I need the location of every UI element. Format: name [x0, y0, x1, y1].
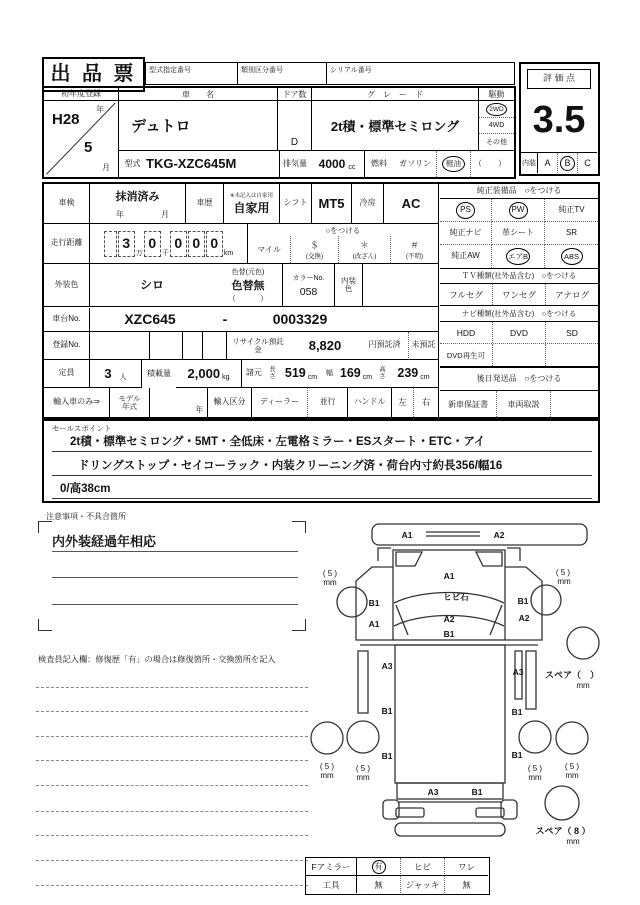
tread-unit-label: mm	[323, 578, 337, 587]
mark-symbol: ＄	[310, 240, 319, 250]
tread-depth-label: ( 5 )	[527, 764, 543, 773]
diagram-label: A1	[443, 571, 455, 581]
car-name-value: デュトロ	[131, 118, 191, 135]
sales-points-header: セールスポイント	[52, 424, 112, 433]
write-in-line	[36, 860, 308, 861]
equipment-header: 純正装備品 ○をつける	[440, 184, 598, 199]
first-registration-cell	[44, 101, 119, 177]
diagram-label: B1	[443, 629, 455, 639]
interior-grade-row	[521, 152, 597, 173]
diagram-label: A3	[427, 787, 439, 797]
handle-label: ハンドル	[348, 388, 392, 417]
tread-depth-label: ( 5 )	[322, 569, 338, 578]
capacity-value: 3	[104, 365, 112, 381]
write-in-line	[36, 835, 308, 836]
height-cell	[389, 360, 438, 388]
page-title: 出 品 票	[42, 57, 145, 92]
drive-option-other: その他	[479, 133, 514, 150]
write-in-line	[36, 687, 308, 688]
selected-circle: エアB	[506, 248, 530, 265]
width-label: 幅	[323, 360, 336, 388]
write-in-line	[36, 785, 308, 786]
doors-column	[278, 88, 312, 150]
tread-unit-label: mm	[576, 681, 590, 690]
width-unit: cm	[362, 373, 373, 381]
height-value: 239	[397, 365, 419, 380]
history-cell	[224, 184, 280, 224]
drive-option-2wd	[479, 101, 514, 117]
sales-line-2: ドリングストップ・セイコーラック・内装クリーニング済・荷台内寸約長356/幅16	[52, 454, 592, 476]
capacity-cell	[90, 360, 142, 388]
score-box	[519, 62, 600, 176]
write-in-line	[36, 736, 308, 737]
ship-blank	[550, 391, 598, 417]
first-reg-year: H28	[52, 111, 80, 128]
displacement-label: 排気量	[283, 158, 307, 168]
selected-circle: B	[560, 156, 575, 171]
shift-value: MT5	[312, 184, 352, 224]
diagram-label: B1	[517, 596, 529, 606]
ship-manual: 車両取説	[496, 391, 550, 417]
width-cell	[336, 360, 376, 388]
color-change-header: 色替(元色)	[231, 268, 265, 276]
selected-circle: ABS	[561, 248, 583, 265]
unit-man: 万	[135, 249, 143, 257]
mark-mile: マイル	[257, 245, 281, 254]
field-model-designation-no	[145, 62, 238, 85]
cond-r2c4: 無	[462, 879, 471, 890]
model-year-label: モデル年式	[110, 388, 150, 417]
regno-blank-1	[90, 332, 150, 360]
model-year-cell: 年	[150, 388, 208, 417]
chassis-dash: -	[222, 311, 228, 328]
interior-color-label: 内装色	[335, 264, 363, 307]
cond-r1c4: ワレ	[445, 858, 488, 876]
navi-blank-2	[545, 344, 598, 366]
field-serial-no	[326, 62, 515, 85]
displacement-value: 4000	[318, 156, 346, 171]
tv-oneseg: ワンセグ	[492, 284, 545, 305]
bracket-corner	[38, 521, 52, 533]
recycle-label: リサイクル預託金	[227, 332, 289, 360]
selected-circle: PW	[509, 202, 528, 219]
note-rule	[52, 551, 298, 552]
regno-blank-3	[183, 332, 203, 360]
fuel-paren: （ ）	[470, 151, 513, 177]
import-label: 輸入車のみ⇒	[44, 388, 110, 417]
cond-r1c1: Fアミラー	[306, 858, 357, 876]
regno-label: 登録No.	[44, 332, 90, 360]
note-rule	[52, 577, 298, 578]
diagram-label: B1	[381, 751, 393, 761]
load-label: 積載量	[147, 368, 171, 378]
handle-left: 左	[392, 388, 414, 417]
shaken-year-unit: 年	[116, 210, 124, 219]
write-in-line	[36, 885, 308, 886]
navi-sd: SD	[545, 322, 598, 343]
write-in-line	[36, 811, 308, 812]
interior-grade-c: C	[577, 153, 597, 173]
color-no-value: 058	[299, 285, 318, 298]
sales-line-3: 0/高38cm	[52, 478, 592, 499]
first-registration-header: 初年度登録	[44, 88, 119, 101]
length-label: 長さ	[266, 360, 279, 388]
cond-r2c3: ジャッキ	[401, 876, 445, 893]
equip-aw: 純正AW	[440, 245, 492, 268]
mark-unknown	[390, 236, 438, 263]
length-value: 519	[284, 365, 306, 380]
diagram-label: B1	[511, 707, 523, 717]
bracket-corner	[38, 619, 52, 631]
diagram-label: A1	[401, 530, 413, 540]
mark-note: (改ざん)	[352, 253, 377, 260]
column-divider	[438, 184, 439, 417]
tv-type-row	[440, 283, 598, 305]
interior-color-value	[363, 264, 438, 307]
model-value: TKG-XZC645M	[146, 151, 280, 177]
shipping-row	[440, 390, 598, 417]
displacement-unit: cc	[348, 163, 356, 171]
fuel-option-gasoline: ガソリン	[399, 158, 431, 168]
width-value: 169	[339, 365, 361, 380]
write-in-line	[36, 760, 308, 761]
field-label: 類別区分番号	[241, 67, 283, 74]
equip-airbag	[492, 245, 545, 268]
history-note: ※未記入は自家用	[229, 193, 274, 199]
marks-header: ○をつける	[325, 225, 361, 235]
navi-type-row2	[440, 343, 598, 366]
shift-label: シフト	[280, 184, 312, 224]
color-change-value: 色替無	[231, 279, 265, 292]
tread-unit-label: mm	[320, 771, 334, 780]
tread-depth-label: ( 5 )	[319, 762, 335, 771]
regno-blank-4	[203, 332, 227, 360]
digit-box: 3	[118, 231, 135, 257]
damage-diagram	[310, 505, 640, 865]
chassis-right: 0003329	[272, 311, 328, 328]
equip-navi: 純正ナビ	[440, 222, 492, 245]
car-name-column	[119, 88, 278, 150]
grade-value: 2t積・標準セミロング	[330, 119, 460, 134]
navi-blank-1	[492, 344, 545, 366]
field-class-division-no	[237, 62, 327, 85]
cond-r1c2	[357, 858, 401, 876]
field-label: シリアル番号	[330, 67, 372, 74]
color-change-paren: （ ）	[228, 293, 268, 303]
bracket-corner	[292, 619, 306, 631]
unit-km: km	[223, 249, 234, 257]
interior-grade-a: A	[544, 158, 551, 168]
color-label: 外装色	[44, 264, 90, 307]
shaken-month-unit: 月	[161, 210, 169, 219]
color-no-cell	[283, 264, 335, 307]
color-change-cell	[214, 264, 283, 307]
score-header: 評 価 点	[527, 69, 591, 89]
ac-label: 冷房	[352, 184, 384, 224]
mark-exchange	[290, 236, 338, 263]
ship-warranty: 新車保証書	[448, 399, 488, 409]
windshield-label: ヒビ石	[443, 592, 469, 602]
tread-depth-label: ( 5 )	[555, 568, 571, 577]
diagram-label: A1	[368, 619, 380, 629]
tread-unit-label: mm	[565, 771, 579, 780]
fuel-label: 燃料	[371, 158, 387, 168]
mileage-marks	[248, 224, 438, 264]
diagram-label: A2	[443, 614, 455, 624]
note-rule	[52, 604, 298, 605]
sales-line-1: 2t積・標準セミロング・5MT・全低床・左電格ミラー・ESスタート・ETC・アイ	[52, 431, 592, 452]
interior-label: 内装	[521, 153, 538, 173]
chassis-left: XZC645	[124, 311, 176, 328]
notes-content: 内外装経過年相応	[52, 534, 157, 549]
shaken-cell	[90, 184, 186, 224]
height-unit: cm	[420, 373, 430, 381]
doors-header: ドア数	[278, 88, 311, 101]
bracket-corner	[292, 521, 306, 533]
equip-ps	[440, 199, 492, 222]
import-parallel: 並行	[308, 388, 348, 417]
equip-pw	[492, 199, 545, 222]
tread-depth-label: ( 5 )	[564, 762, 580, 771]
field-label: 型式指定番号	[149, 67, 191, 74]
drive-header: 駆動	[479, 88, 514, 101]
navi-dvd-playable: DVD再生可	[446, 350, 486, 360]
shipping-header: 後日発送品 ○をつける	[440, 366, 598, 390]
tread-unit-label: mm	[557, 577, 571, 586]
history-value: 自家用	[233, 201, 270, 215]
mark-symbol: ＊	[360, 240, 369, 250]
handle-right: 右	[421, 397, 431, 408]
doors-value: D	[290, 137, 299, 148]
tread-depth-label: ( 5 )	[355, 764, 371, 773]
selected-circle: 軽油	[442, 156, 465, 172]
cond-r2c1: 工具	[306, 876, 357, 893]
mileage-digits	[90, 224, 248, 264]
tv-type-header: ＴＶ種類(社外品含む) ○をつける	[440, 268, 598, 283]
digit-box: 0	[144, 231, 161, 257]
shaken-label: 車検	[44, 184, 90, 224]
digit-box: 0	[206, 231, 223, 257]
grade-column	[312, 88, 479, 150]
length-cell	[279, 360, 323, 388]
navi-type-header: ナビ種類(社外品含む) ○をつける	[440, 305, 598, 321]
ac-value: AC	[384, 184, 438, 224]
import-dealer: ディーラー	[252, 388, 308, 417]
equip-tv: 純正TV	[545, 199, 598, 222]
notes-bracket-box	[38, 521, 306, 631]
notes-header: 注意事項・不具合箇所	[46, 512, 126, 521]
regno-blank-2	[150, 332, 183, 360]
condition-table	[305, 857, 490, 895]
navi-hdd: HDD	[456, 327, 476, 338]
spare-front-label: スペア（ ）	[544, 670, 600, 680]
recycle-paid: 円預託済	[361, 332, 408, 360]
mark-note: (不明)	[405, 253, 424, 260]
selected-circle: 2WD	[486, 103, 506, 116]
score-value: 3.5	[532, 98, 586, 141]
capacity-unit: 人	[119, 373, 127, 381]
chassis-label: 車台No.	[44, 308, 90, 331]
digit-box: 0	[188, 231, 205, 257]
length-unit: cm	[307, 373, 318, 381]
load-cell	[176, 360, 242, 388]
mark-symbol: ＃	[410, 240, 419, 250]
navi-dvd: DVD	[492, 322, 545, 343]
mileage-label: 走行距離	[44, 224, 90, 264]
recycle-unpaid: 未預託	[408, 332, 438, 360]
fuel-cell	[393, 151, 514, 177]
displacement-cell	[310, 151, 365, 177]
unit-sen: 千	[161, 249, 169, 257]
drive-column	[479, 88, 514, 150]
sales-points-box	[42, 419, 600, 503]
diagram-label: B1	[368, 598, 380, 608]
diagram-label: A2	[493, 530, 505, 540]
interior-grade-b	[557, 153, 577, 173]
first-reg-month-unit: 月	[102, 163, 110, 172]
mark-tampered	[338, 236, 390, 263]
spec-label: 諸元	[242, 360, 266, 388]
write-in-line	[36, 711, 308, 712]
equip-abs	[545, 245, 598, 268]
load-value: 2,000	[187, 365, 221, 381]
fuel-option-diesel	[436, 151, 470, 177]
digit-box	[104, 231, 117, 257]
equip-leather: 革シート	[492, 222, 545, 245]
diagram-label: B1	[471, 787, 483, 797]
capacity-label: 定員	[44, 360, 90, 388]
shaken-status: 抹消済み	[115, 191, 160, 203]
tv-fullseg: フルセグ	[449, 289, 483, 300]
diagram-label: A3	[381, 661, 393, 671]
first-reg-month: 5	[84, 139, 93, 156]
cond-r2c2: 無	[357, 876, 401, 893]
import-division-label: 輸入区分	[208, 388, 252, 417]
color-no-label: カラーNo.	[292, 274, 325, 282]
color-value: シロ	[90, 264, 214, 307]
model-label: 型式	[124, 158, 141, 168]
tread-unit-label: mm	[528, 773, 542, 782]
diagram-label: A2	[518, 613, 530, 623]
tread-unit-label: mm	[356, 773, 370, 782]
grade-header: グ レ ー ド	[312, 88, 478, 101]
tread-unit-label: mm	[566, 837, 580, 846]
load-unit: kg	[222, 373, 230, 381]
equip-sr: SR	[545, 222, 598, 245]
digit-box: 0	[170, 231, 187, 257]
inspector-note: 検査員記入欄：修復歴「有」の場合は修復箇所・交換箇所を記入	[38, 655, 276, 664]
navi-type-row1	[440, 321, 598, 343]
selected-circle: 有	[372, 860, 386, 874]
diagram-label: B1	[381, 706, 393, 716]
diagram-label: B1	[511, 750, 523, 760]
car-name-header: 車 名	[119, 88, 277, 101]
height-label: 高さ	[376, 360, 389, 388]
selected-circle: PS	[456, 202, 475, 219]
history-label: 車歴	[186, 184, 224, 224]
diagram-label: A3	[512, 667, 524, 677]
recycle-fee: 8,820	[289, 332, 361, 360]
mark-note: (交換)	[305, 253, 324, 260]
cond-r1c3: ヒビ	[401, 858, 445, 876]
first-reg-year-unit: 年	[96, 105, 104, 114]
drive-option-4wd: 4WD	[479, 117, 514, 133]
tv-analog: アナログ	[545, 284, 598, 305]
spare-rear-label: スペア（ 8 ）	[535, 826, 591, 836]
